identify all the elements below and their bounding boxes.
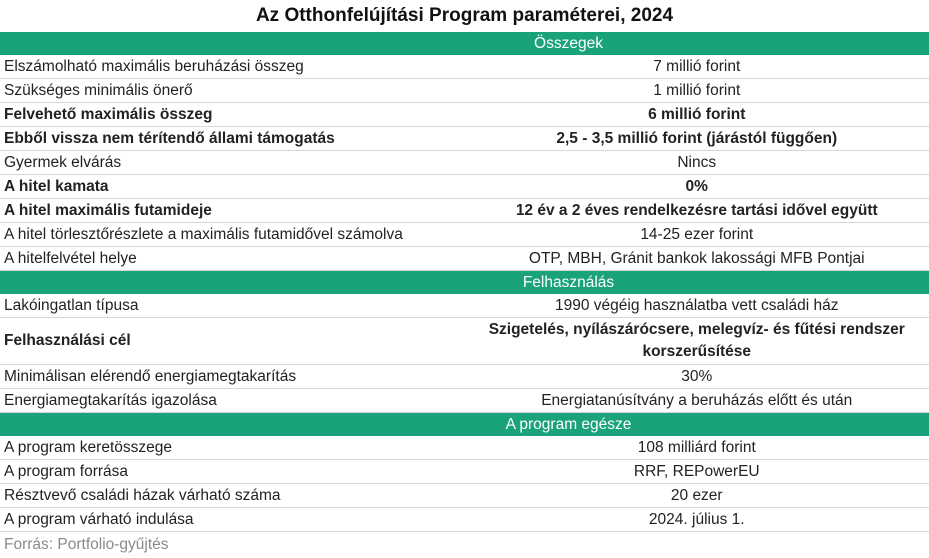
table-row [0, 318, 929, 365]
row-value: 2024. július 1. [465, 508, 929, 532]
row-value: 7 millió forint [465, 55, 929, 79]
row-label: Minimálisan elérendő energiamegtakarítás [0, 365, 465, 389]
table-row [0, 389, 929, 413]
table-row [0, 175, 929, 199]
row-label: A hitel maximális futamideje [0, 199, 465, 223]
table-row [0, 79, 929, 103]
section-header-row [0, 413, 929, 437]
row-label: Gyermek elvárás [0, 151, 465, 175]
row-value: 2,5 - 3,5 millió forint (járástól függően) [465, 127, 929, 151]
row-label: Ebből vissza nem térítendő állami támogatás [0, 127, 465, 151]
section-header: Felhasználás [0, 271, 929, 295]
table-row [0, 151, 929, 175]
row-value: OTP, MBH, Gránit bankok lakossági MFB Pontjai [465, 247, 929, 271]
row-value: Nincs [465, 151, 929, 175]
table-row [0, 199, 929, 223]
row-value: 108 milliárd forint [465, 436, 929, 460]
row-value: 30% [465, 365, 929, 389]
row-label: Résztvevő családi házak várható száma [0, 484, 465, 508]
row-value: 1 millió forint [465, 79, 929, 103]
row-value: RRF, REPowerEU [465, 460, 929, 484]
table-row [0, 127, 929, 151]
table-row [0, 55, 929, 79]
table-row [0, 436, 929, 460]
table-row [0, 508, 929, 532]
page-title: Az Otthonfelújítási Program paraméterei, 2024 [255, 5, 674, 26]
row-value: 12 év a 2 éves rendelkezésre tartási idővel együtt [465, 199, 929, 223]
table-row [0, 103, 929, 127]
section-header-row [0, 271, 929, 295]
row-label: A program keretösszege [0, 436, 465, 460]
row-value: 1990 végéig használatba vett családi ház [465, 294, 929, 318]
row-label: A program várható indulása [0, 508, 465, 532]
row-label: Felvehető maximális összeg [0, 103, 465, 127]
section-header-row [0, 32, 929, 55]
table-row [0, 294, 929, 318]
row-label: A program forrása [0, 460, 465, 484]
table-row [0, 484, 929, 508]
row-label: Energiamegtakarítás igazolása [0, 389, 465, 413]
row-label: Szükséges minimális önerő [0, 79, 465, 103]
row-label: Felhasználási cél [0, 318, 465, 365]
row-value: 6 millió forint [465, 103, 929, 127]
table-body [0, 32, 929, 532]
row-value: 20 ezer [465, 484, 929, 508]
row-value: 14-25 ezer forint [465, 223, 929, 247]
row-value: 0% [465, 175, 929, 199]
row-label: A hitelfelvétel helye [0, 247, 465, 271]
row-label: A hitel törlesztőrészlete a maximális futamidővel számolva [0, 223, 465, 247]
table-row [0, 247, 929, 271]
row-label: Lakóingatlan típusa [0, 294, 465, 318]
parameters-table [0, 32, 929, 532]
table-row [0, 223, 929, 247]
table-row [0, 365, 929, 389]
row-label: Elszámolható maximális beruházási összeg [0, 55, 465, 79]
row-label: A hitel kamata [0, 175, 465, 199]
source-note: Forrás: Portfolio-gyűjtés [4, 536, 169, 553]
row-value: Energiatanúsítvány a beruházás előtt és után [465, 389, 929, 413]
section-header: A program egésze [0, 413, 929, 437]
table-row [0, 460, 929, 484]
row-value: Szigetelés, nyílászárócsere, melegvíz- és fűtési rendszer korszerűsítése [465, 318, 929, 365]
section-header: Összegek [0, 32, 929, 55]
